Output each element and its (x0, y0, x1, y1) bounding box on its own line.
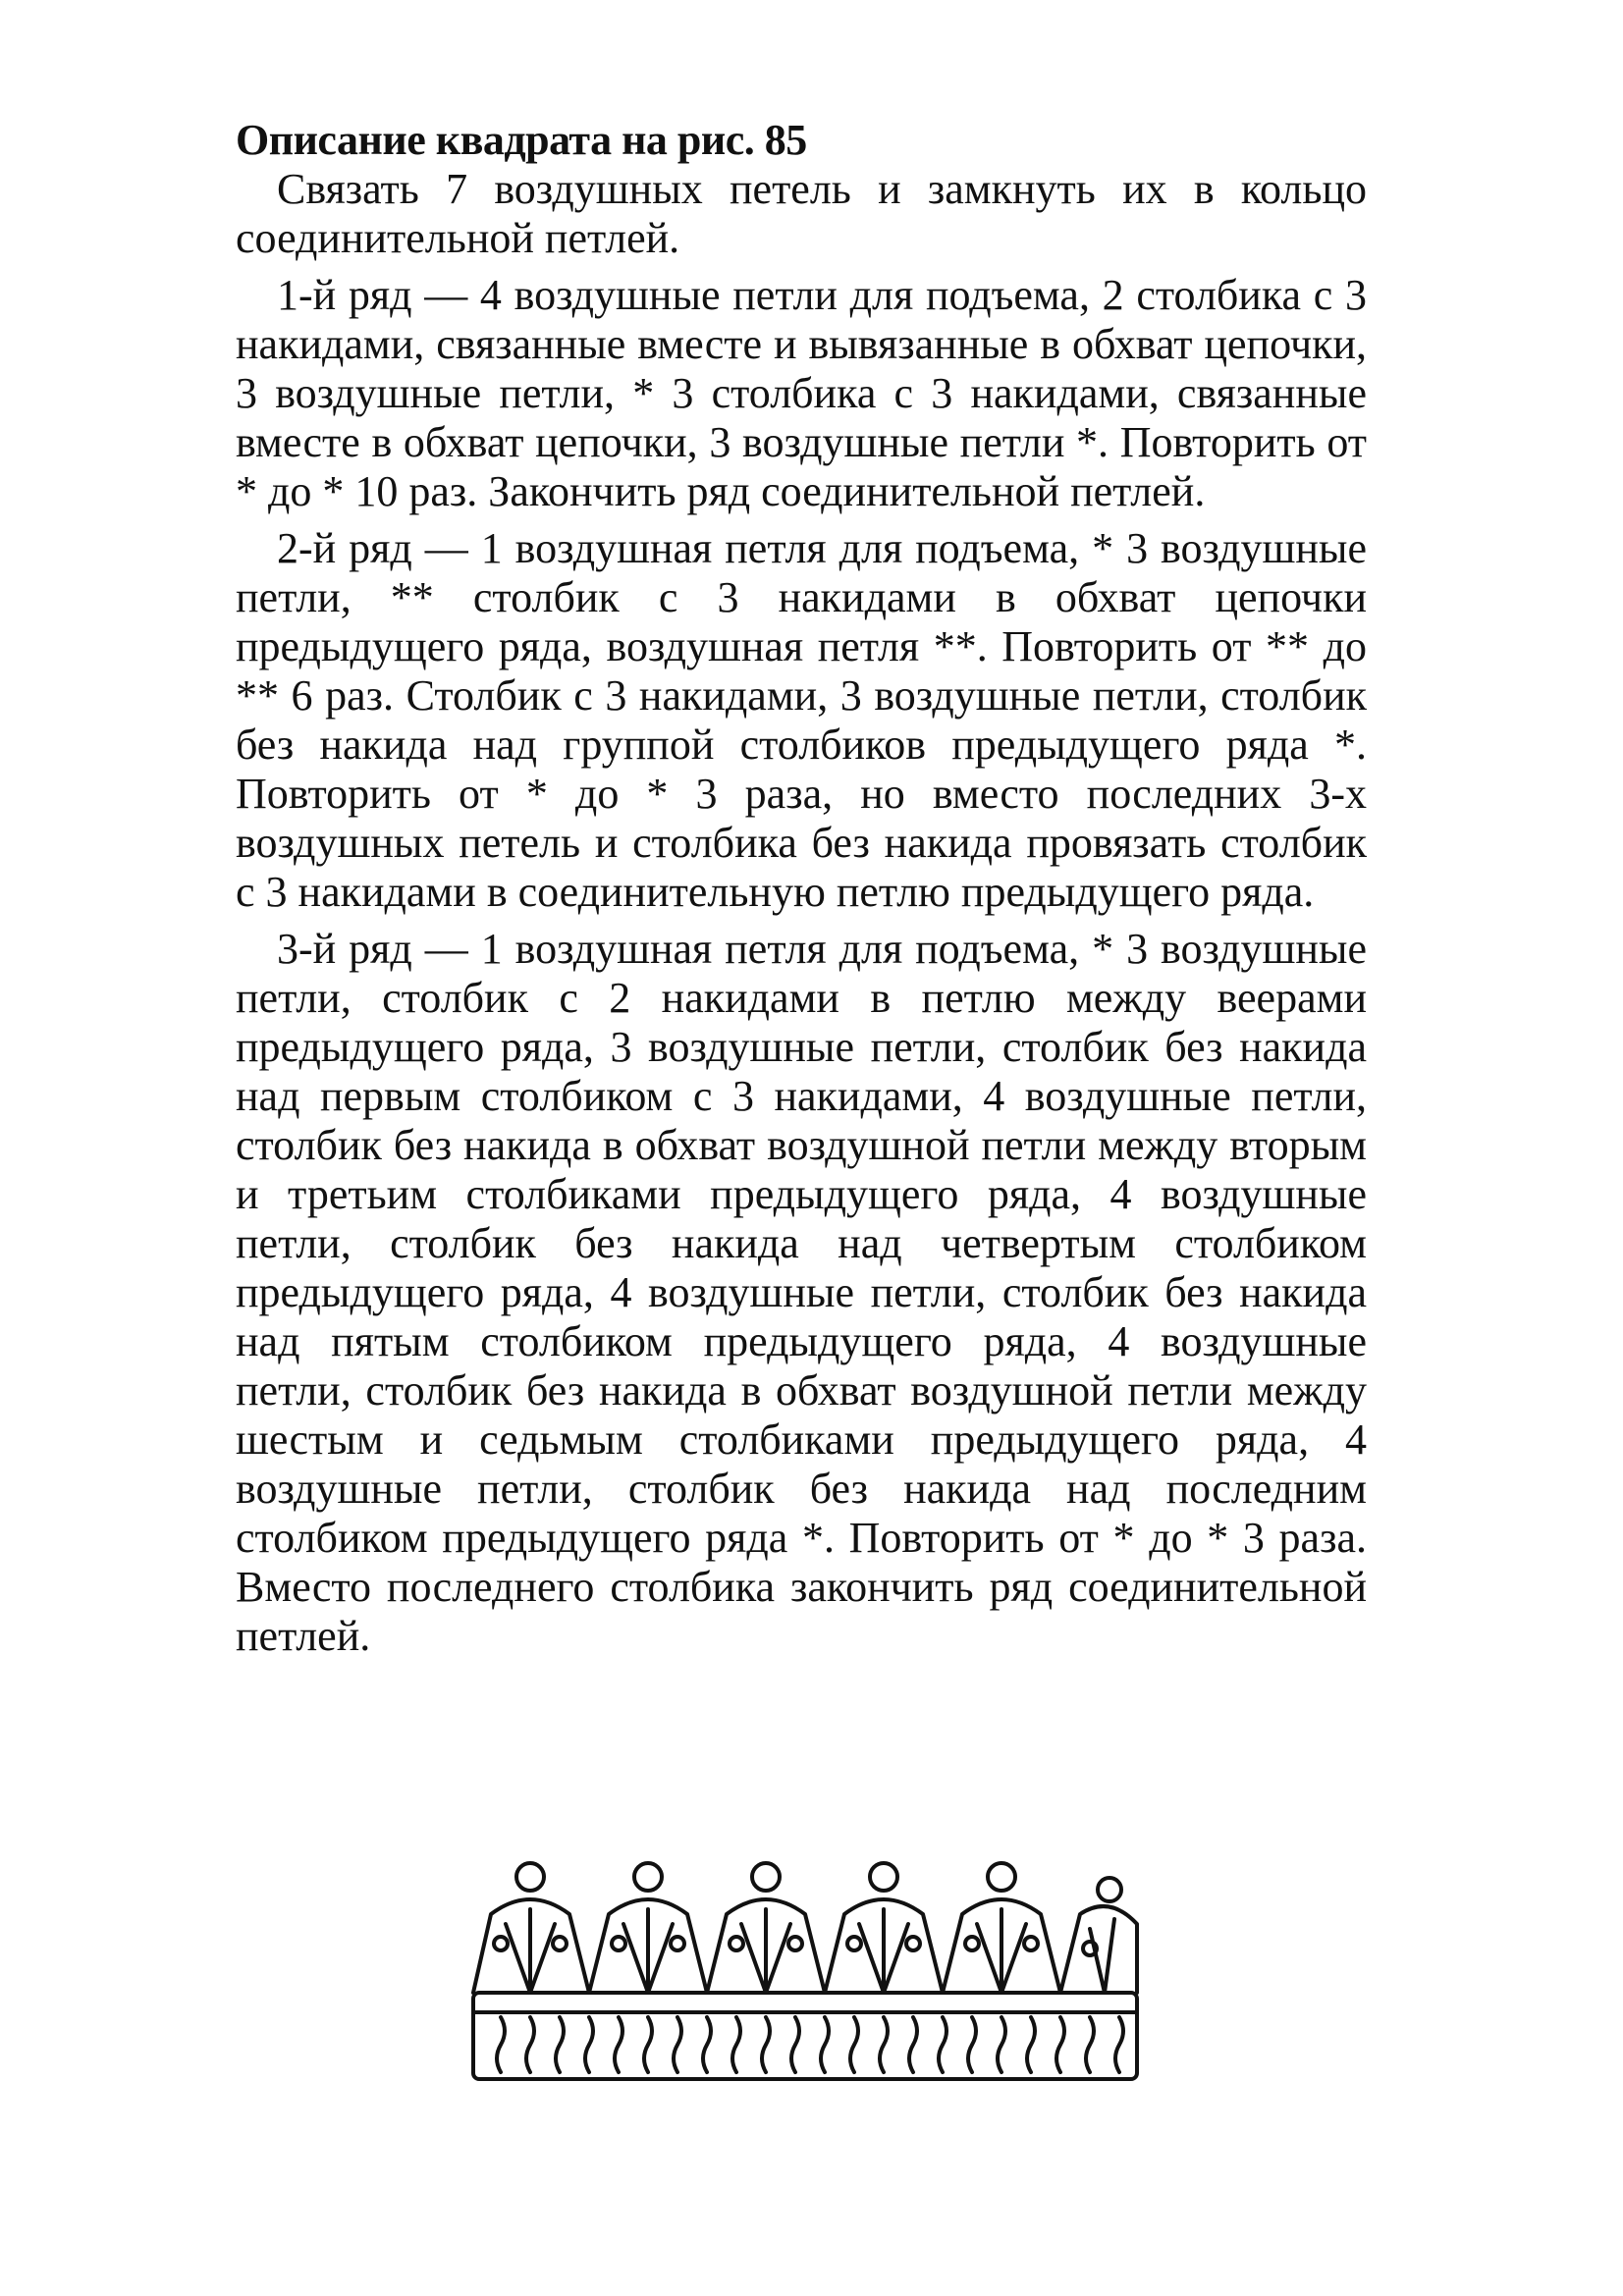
crochet-edging-illustration (461, 1845, 1149, 2091)
text-block (236, 116, 1367, 1669)
page-heading: Описание квадрата на рис. 85 (236, 116, 807, 164)
paragraph-row-1: 1-й ряд — 4 воздушные петли для подъема, 2 столбика с 3 накидами, связанные вместе и вывязанные в обхват цепочки, 3 воздушные петли, * 3 столбика с 3 накидами, связанные вместе в обхват цепочки, 3 воздушные петли *. Повторить от * до * 10 раз. Закончить ряд соединительной петлей. (236, 271, 1367, 515)
paragraph-row-3: 3-й ряд — 1 воздушная петля для подъема, * 3 воздушные петли, столбик с 2 накидами в петлю между веерами предыдущего ряда, 3 воздушные петли, столбик без накида над первым столбиком с 3 накидами, 4 воздушные петли, столбик без накида в обхват воздушной петли между вторым и третьим столбиками предыдущего ряда, 4 воздушные петли, столбик без накида над четвертым столбиком предыдущего ряда, 4 воздушные петли, столбик без накида над пятым столбиком предыдущего ряда, 4 воздушные петли, столбик без накида в обхват воздушной петли между шестым и седьмым столбиками предыдущего ряда, 4 воздушные петли, столбик без накида над последним столбиком предыдущего ряда *. Повторить от * до * 3 раза. Вместо последнего столбика закончить ряд соединительной петлей. (236, 925, 1367, 1660)
crochet-edging-figure (461, 1845, 1149, 2091)
paragraph-row-2: 2-й ряд — 1 воздушная петля для подъема, * 3 воздушные петли, ** столбик с 3 накидами в обхват цепочки предыдущего ряда, воздушная петля **. Повторить от ** до ** 6 раз. Столбик с 3 накидами, 3 воздушные петли, столбик без накида над группой столбиков предыдущего ряда *. Повторить от * до * 3 раза, но вместо последних 3-х воздушных петель и столбика без накида провязать столбик с 3 накидами в соединительную петлю предыдущего ряда. (236, 524, 1367, 916)
paragraph-intro: Связать 7 воздушных петель и замкнуть их в кольцо соединительной петлей. (236, 165, 1367, 262)
